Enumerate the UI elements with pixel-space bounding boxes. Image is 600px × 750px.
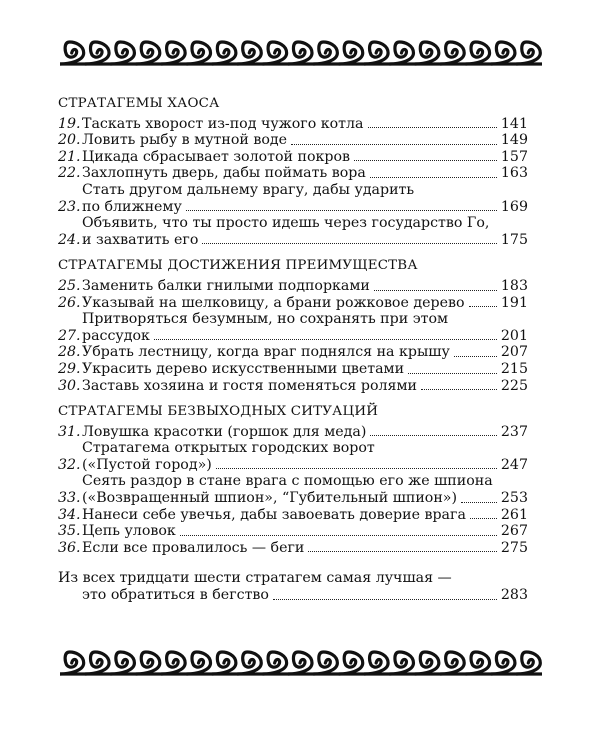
entry-body	[82, 295, 528, 312]
entry-line	[82, 182, 528, 199]
entry-text: Заменить балки гнилыми подпорками	[82, 277, 370, 294]
entry-text: Стратагема открытых городских ворот	[82, 440, 375, 457]
toc-entry[interactable]	[58, 424, 528, 441]
entry-number: 25.	[58, 277, 81, 294]
entry-last-line	[82, 295, 528, 312]
spiral-ornament	[263, 652, 287, 674]
entry-last-line	[82, 523, 528, 540]
entry-line	[82, 215, 528, 232]
entry-body	[82, 378, 528, 395]
spiral-ornament	[288, 652, 312, 674]
spiral-ornament	[85, 652, 109, 674]
entry-number: 23.	[58, 198, 81, 215]
table-of-contents	[58, 96, 528, 604]
entry-last-line	[82, 378, 528, 395]
spiral-ornament	[161, 42, 185, 64]
entry-last-line	[82, 344, 528, 361]
page-number: 163	[500, 165, 528, 182]
spiral-ornament	[60, 42, 84, 64]
entry-text: Таскать хворост из-под чужого котла	[82, 115, 364, 132]
page-number: 247	[500, 456, 528, 473]
entry-number: 26.	[58, 294, 81, 311]
entry-body	[82, 523, 528, 540]
entry-number: 30.	[58, 377, 81, 394]
entry-number: 21.	[58, 148, 81, 165]
dot-leader	[308, 551, 497, 552]
entry-body	[82, 424, 528, 441]
page-number: 253	[500, 490, 528, 507]
dot-leader	[273, 599, 497, 600]
final-last-line	[58, 587, 528, 604]
entry-text: Притворяться безумным, но сохранять при этом	[82, 311, 449, 328]
page-number: 169	[500, 198, 528, 215]
dot-leader	[291, 144, 497, 145]
final-entry[interactable]	[58, 570, 528, 603]
entry-line	[82, 311, 528, 328]
dot-leader	[216, 468, 497, 469]
entry-body	[82, 132, 528, 149]
entry-text: Указывай на шелковицу, а брани рожковое дерево	[82, 294, 465, 311]
entry-body	[82, 311, 528, 344]
page-number: 261	[500, 506, 528, 523]
entry-number: 24.	[58, 231, 81, 248]
spiral-ornament	[238, 42, 262, 64]
toc-entry[interactable]	[58, 344, 528, 361]
entry-text: Ловушка красотки (горшок для меда)	[82, 423, 367, 440]
spiral-ornament	[415, 42, 439, 64]
page-number: 175	[500, 231, 528, 248]
spiral-ornament	[415, 652, 439, 674]
entry-number: 31.	[58, 423, 81, 440]
entry-body	[82, 182, 528, 215]
entry-text: по ближнему	[82, 198, 182, 215]
entry-text: Заставь хозяина и гостя поменяться ролями	[82, 377, 417, 394]
entry-last-line	[82, 361, 528, 378]
page-number: 267	[500, 523, 528, 540]
final-text: Из всех тридцати шести стратагем самая лучшая —	[58, 570, 452, 587]
entry-text: Нанеси себе увечья, дабы завоевать доверие врага	[82, 506, 466, 523]
spiral-ornament	[238, 652, 262, 674]
toc-entry[interactable]	[58, 165, 528, 182]
dot-leader	[421, 389, 497, 390]
spiral-ornament	[364, 42, 388, 64]
entry-number: 29.	[58, 360, 81, 377]
dot-leader	[370, 435, 497, 436]
entry-number: 32.	[58, 456, 81, 473]
toc-entry[interactable]	[58, 278, 528, 295]
section-heading: СТРАТАГЕМЫ ДОСТИЖЕНИЯ ПРЕИМУЩЕСТВА	[58, 258, 418, 274]
page-number: 283	[500, 587, 528, 604]
dot-leader	[154, 339, 497, 340]
spiral-ornament	[441, 652, 465, 674]
entry-number: 35.	[58, 523, 81, 540]
dot-leader	[408, 373, 497, 374]
entry-body	[82, 278, 528, 295]
entry-last-line	[82, 165, 528, 182]
page-number: 207	[500, 344, 528, 361]
entry-body	[82, 540, 528, 557]
entry-last-line	[82, 424, 528, 441]
page-number: 215	[500, 360, 528, 377]
dot-leader	[461, 502, 497, 503]
ornamental-border-bottom	[60, 646, 542, 680]
entry-text: Цикада сбрасывает золотой покров	[82, 148, 350, 165]
entry-last-line	[82, 116, 528, 133]
spiral-ornament	[339, 42, 363, 64]
toc-entry[interactable]	[58, 378, 528, 395]
entry-line	[82, 473, 528, 490]
spiral-ornament	[136, 42, 160, 64]
entry-text: и захватить его	[82, 231, 199, 248]
entry-text: Сеять раздор в стане врага с помощью его же шпиона	[82, 473, 493, 490]
toc-entry[interactable]	[58, 116, 528, 133]
spiral-ornament	[187, 42, 211, 64]
dot-leader	[370, 177, 497, 178]
entry-last-line	[82, 278, 528, 295]
entry-number: 19.	[58, 115, 81, 132]
toc-entry[interactable]	[58, 361, 528, 378]
toc-section	[58, 96, 528, 248]
spiral-ornament	[441, 42, 465, 64]
spiral-ornament	[339, 652, 363, 674]
entry-number: 22.	[58, 165, 81, 182]
page-number: 201	[500, 327, 528, 344]
entry-text: («Пустой город»)	[82, 456, 212, 473]
toc-entry[interactable]	[58, 215, 528, 248]
entry-number: 36.	[58, 539, 81, 556]
spiral-ornament	[212, 652, 236, 674]
toc-entry[interactable]	[58, 182, 528, 215]
page-number: 141	[500, 115, 528, 132]
dot-leader	[470, 518, 497, 519]
spiral-ornament	[85, 42, 109, 64]
entry-number: 27.	[58, 327, 81, 344]
dot-leader	[202, 243, 497, 244]
final-text: это обратиться в бегство	[82, 587, 269, 604]
dot-leader	[454, 356, 497, 357]
spiral-ornament	[314, 42, 338, 64]
entry-body	[82, 165, 528, 182]
toc-entry[interactable]	[58, 473, 528, 506]
entry-last-line	[82, 232, 528, 249]
page-number: 237	[500, 423, 528, 440]
page-number: 183	[500, 277, 528, 294]
entry-body	[82, 344, 528, 361]
spiral-ornament	[187, 652, 211, 674]
spiral-ornament	[466, 652, 490, 674]
entry-body	[82, 361, 528, 378]
entry-text: Если все провалилось — беги	[82, 539, 305, 556]
entry-text: Ловить рыбу в мутной воде	[82, 132, 288, 149]
section-heading: СТРАТАГЕМЫ БЕЗВЫХОДНЫХ СИТУАЦИЙ	[58, 404, 379, 420]
entry-last-line	[82, 507, 528, 524]
spiral-ornament	[60, 652, 84, 674]
entry-body	[82, 440, 528, 473]
entry-last-line	[82, 540, 528, 557]
toc-entry[interactable]	[58, 149, 528, 166]
entry-body	[82, 149, 528, 166]
entry-body	[82, 507, 528, 524]
spiral-ornament	[517, 652, 541, 674]
toc-section	[58, 404, 528, 556]
page-number: 149	[500, 132, 528, 149]
spiral-ornament	[390, 652, 414, 674]
page-number: 225	[500, 377, 528, 394]
spiral-ornament	[263, 42, 287, 64]
entry-text: Убрать лестницу, когда враг поднялся на крышу	[82, 344, 450, 361]
spiral-ornament	[390, 42, 414, 64]
section-heading: СТРАТАГЕМЫ ХАОСА	[58, 96, 220, 111]
entry-number: 28.	[58, 344, 81, 361]
toc-entry[interactable]	[58, 523, 528, 540]
entry-body	[82, 215, 528, 248]
toc-entry[interactable]	[58, 540, 528, 557]
toc-entry[interactable]	[58, 132, 528, 149]
entry-body	[82, 116, 528, 133]
page-number: 157	[500, 148, 528, 165]
spiral-ornament	[111, 42, 135, 64]
entry-last-line	[82, 328, 528, 345]
entry-text: рассудок	[82, 327, 150, 344]
spiral-ornament	[466, 42, 490, 64]
entry-last-line	[82, 149, 528, 166]
entry-line	[82, 440, 528, 457]
toc-entry[interactable]	[58, 507, 528, 524]
spiral-ornament	[364, 652, 388, 674]
dot-leader	[186, 210, 497, 211]
entry-number: 20.	[58, 132, 81, 149]
spiral-ornament	[491, 42, 515, 64]
spiral-ornament	[212, 42, 236, 64]
entry-body	[82, 473, 528, 506]
ornamental-border-top	[60, 36, 542, 70]
entry-text: Цепь уловок	[82, 523, 176, 540]
entry-last-line	[82, 132, 528, 149]
spiral-ornament	[111, 652, 135, 674]
spiral-ornament	[314, 652, 338, 674]
dot-leader	[469, 306, 497, 307]
page-number: 191	[500, 294, 528, 311]
spiral-ornament	[288, 42, 312, 64]
dot-leader	[368, 127, 497, 128]
dot-leader	[180, 535, 497, 536]
entry-number: 33.	[58, 490, 81, 507]
dot-leader	[374, 290, 497, 291]
dot-leader	[354, 160, 497, 161]
entry-last-line	[82, 457, 528, 474]
entry-text: Объявить, что ты просто идешь через государство Го,	[82, 215, 490, 232]
entry-text: Стать другом дальнему врагу, дабы ударить	[82, 181, 415, 198]
final-line	[58, 570, 528, 587]
entry-number: 34.	[58, 506, 81, 523]
spiral-ornament	[136, 652, 160, 674]
toc-entry[interactable]	[58, 295, 528, 312]
spiral-ornament	[161, 652, 185, 674]
entry-text: Захлопнуть дверь, дабы поймать вора	[82, 165, 366, 182]
toc-section	[58, 258, 528, 394]
page-number: 275	[500, 539, 528, 556]
toc-entry[interactable]	[58, 440, 528, 473]
spiral-ornament	[491, 652, 515, 674]
toc-entry[interactable]	[58, 311, 528, 344]
entry-last-line	[82, 490, 528, 507]
spiral-ornament	[517, 42, 541, 64]
entry-text: («Возвращенный шпион», “Губительный шпион»)	[82, 490, 458, 507]
entry-last-line	[82, 199, 528, 216]
entry-text: Украсить дерево искусственными цветами	[82, 360, 405, 377]
